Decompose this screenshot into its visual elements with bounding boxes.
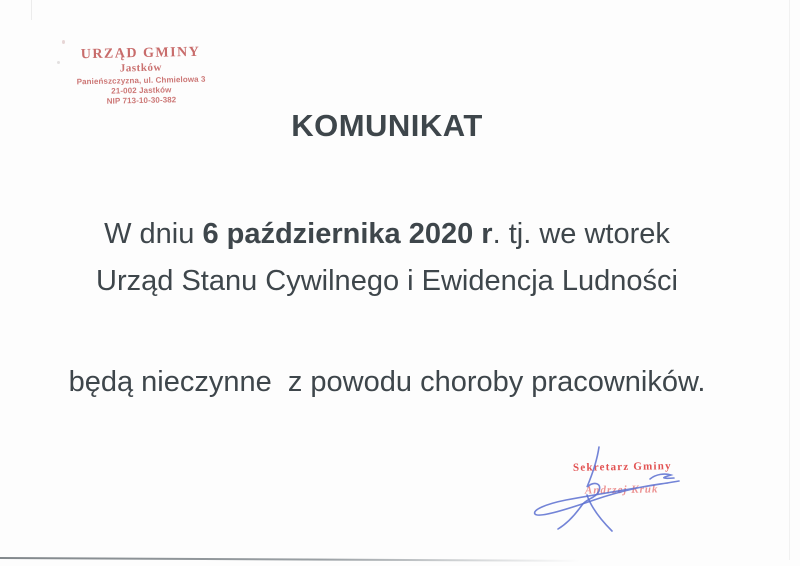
scan-edge-topleft-line xyxy=(31,0,32,20)
signature-block xyxy=(528,443,788,543)
scan-edge-right-line xyxy=(789,0,790,560)
stamp-address: Panieńszczyzna, ul. Chmielowa 3 xyxy=(76,74,206,87)
body-line-1 xyxy=(0,220,774,249)
body-line-1-prefix: W dniu xyxy=(104,218,203,250)
signature-name-stamp: Andrzej Kruk xyxy=(584,483,659,497)
handwritten-signature-ink xyxy=(528,443,788,543)
stamp-org-name: URZĄD GMINY xyxy=(80,44,201,63)
stamp-town: Jastków xyxy=(119,61,162,75)
scan-speck xyxy=(62,40,65,44)
body-line-3: będą nieczynne z powodu choroby pracowników. xyxy=(68,366,706,398)
scan-edge-bottom-line xyxy=(0,557,580,562)
body-line-2: Urząd Stanu Cywilnego i Ewidencja Ludności xyxy=(96,265,678,297)
signature-role-stamp: Sekretarz Gminy xyxy=(572,460,672,474)
stamp-nip: NIP 713-10-30-382 xyxy=(106,95,177,106)
body-line-1-suffix: . tj. we wtorek xyxy=(492,218,670,250)
document-title: KOMUNIKAT xyxy=(291,108,483,143)
office-stamp xyxy=(65,44,216,106)
body-line-1-date: 6 października 2020 r xyxy=(202,218,493,250)
stamp-postal: 21-002 Jastków xyxy=(111,85,172,96)
scan-speck xyxy=(57,61,60,64)
